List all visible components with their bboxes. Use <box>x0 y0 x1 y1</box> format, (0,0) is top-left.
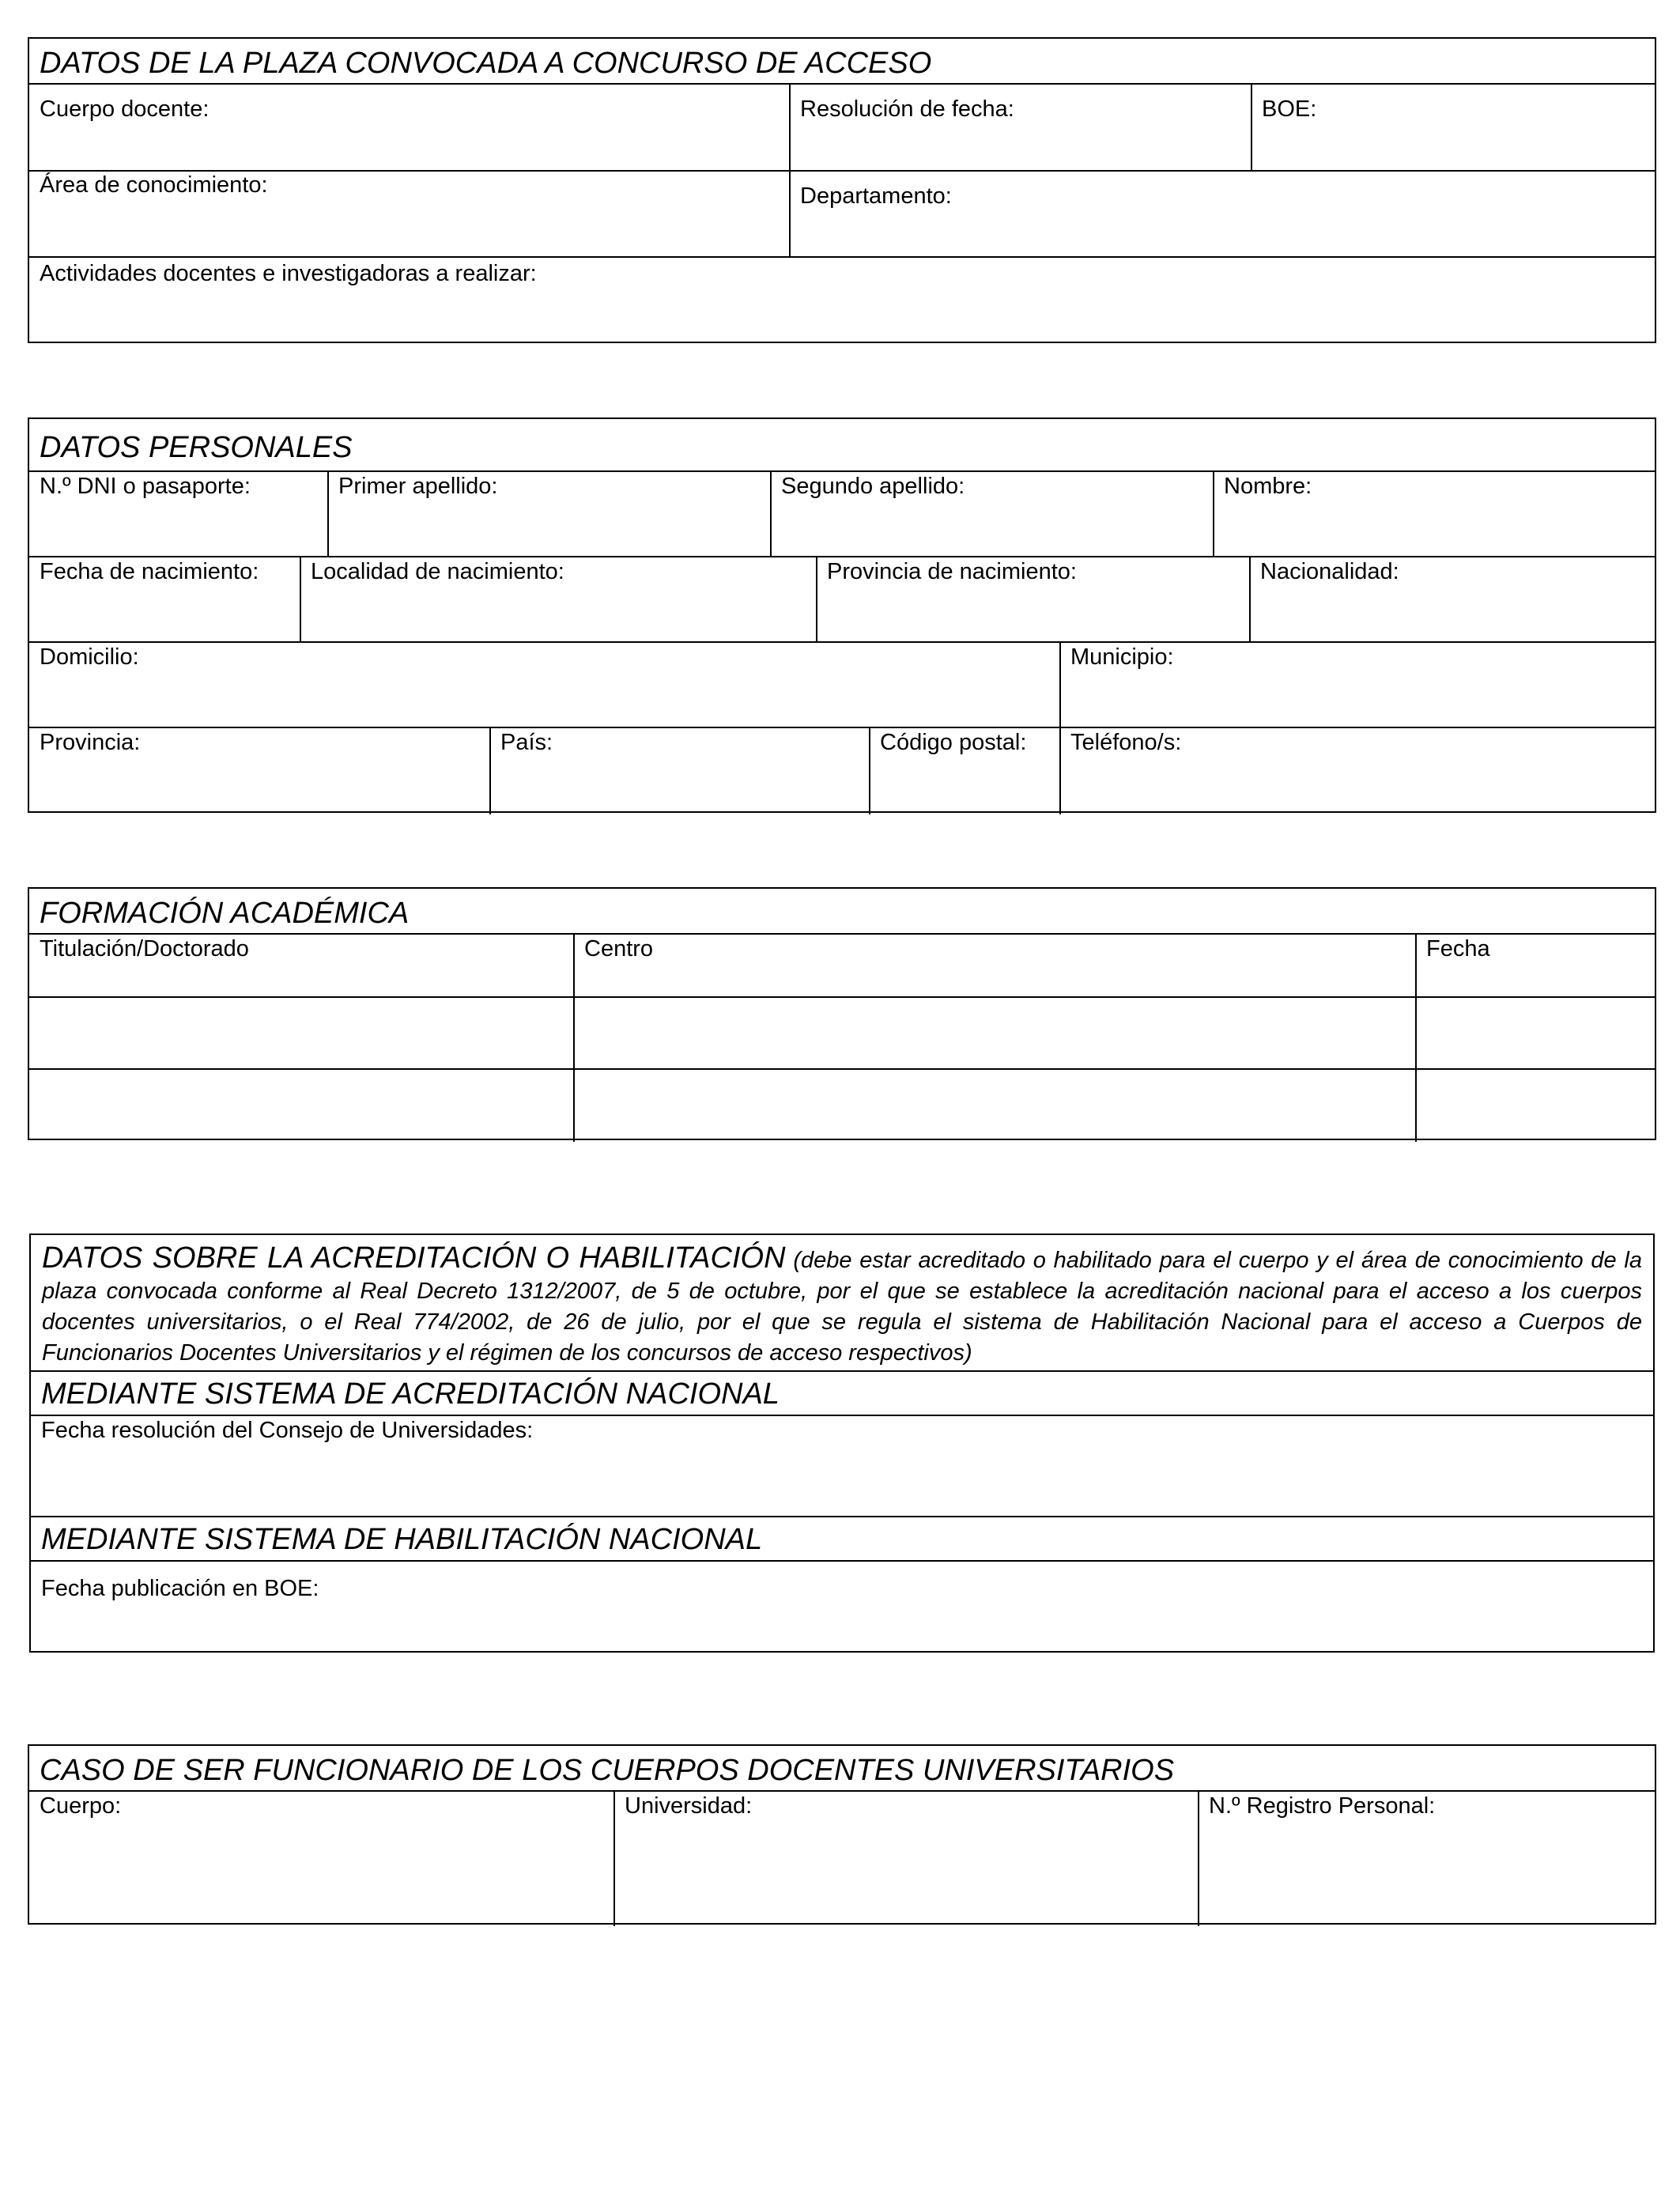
nacionalidad-field[interactable]: Nacionalidad: <box>1260 559 1399 584</box>
column-header-fecha: Fecha <box>1426 936 1490 961</box>
section-title: CASO DE SER FUNCIONARIO DE LOS CUERPOS DOCENTES UNIVERSITARIOS <box>40 1754 1175 1787</box>
fecha-input-2[interactable] <box>1417 1070 1655 1139</box>
section-formacion <box>28 887 1656 1140</box>
telefono-field[interactable]: Teléfono/s: <box>1070 730 1182 755</box>
domicilio-field[interactable]: Domicilio: <box>40 644 139 670</box>
section-plaza <box>28 37 1656 343</box>
universidad-field[interactable]: Universidad: <box>625 1793 753 1819</box>
area-conocimiento-field[interactable]: Área de conocimiento: <box>40 172 268 198</box>
acreditacion-note: (debe estar acreditado o habilitado para el cuerpo y el área de conocimiento de la plaza convocada conforme al Real Decreto 1312/2007, de 5 de octubre, por el que se establece la acreditación nacional para el acceso a los cuerpos docentes universitarios, o el Real 774/2002, de 26 de julio, por el que se regula el sistema de Habilitación Nacional para el acceso a Cuerpos de Funcionarios Docentes Universitarios y el régimen de los concursos de acceso respectivos) <box>42 1248 1643 1366</box>
fecha-nacimiento-field[interactable]: Fecha de nacimiento: <box>40 559 259 584</box>
provincia-nacimiento-field[interactable]: Provincia de nacimiento: <box>827 559 1077 584</box>
titulacion-input-1[interactable] <box>29 998 573 1068</box>
pais-field[interactable]: País: <box>500 730 553 755</box>
fecha-resolucion-field[interactable]: Fecha resolución del Consejo de Universidades: <box>41 1418 534 1443</box>
actividades-field[interactable]: Actividades docentes e investigadoras a realizar: <box>40 261 537 286</box>
registro-personal-field[interactable]: N.º Registro Personal: <box>1209 1793 1436 1819</box>
municipio-field[interactable]: Municipio: <box>1070 644 1174 670</box>
boe-field[interactable]: BOE: <box>1262 96 1317 122</box>
fecha-input-1[interactable] <box>1417 998 1655 1068</box>
cuerpo-docente-field[interactable]: Cuerpo docente: <box>40 96 210 122</box>
fecha-boe-field[interactable]: Fecha publicación en BOE: <box>41 1576 319 1601</box>
acreditacion-nacional-title: MEDIANTE SISTEMA DE ACREDITACIÓN NACIONAL <box>41 1377 780 1411</box>
dni-field[interactable]: N.º DNI o pasaporte: <box>40 474 251 499</box>
section-funcionario <box>28 1744 1656 1925</box>
primer-apellido-field[interactable]: Primer apellido: <box>338 474 498 499</box>
section-acreditacion <box>29 1234 1655 1653</box>
column-header-titulacion: Titulación/Doctorado <box>40 936 249 961</box>
section-title: DATOS DE LA PLAZA CONVOCADA A CONCURSO DE ACCESO <box>40 47 932 80</box>
section-title: FORMACIÓN ACADÉMICA <box>40 897 410 930</box>
resolucion-fecha-field[interactable]: Resolución de fecha: <box>800 96 1014 122</box>
segundo-apellido-field[interactable]: Segundo apellido: <box>781 474 965 499</box>
habilitacion-nacional-title: MEDIANTE SISTEMA DE HABILITACIÓN NACIONAL <box>41 1523 763 1556</box>
column-header-centro: Centro <box>584 936 654 961</box>
cuerpo-field[interactable]: Cuerpo: <box>40 1793 122 1819</box>
nombre-field[interactable]: Nombre: <box>1224 474 1312 499</box>
centro-input-2[interactable] <box>575 1070 1415 1139</box>
section-title: DATOS PERSONALES <box>40 431 353 464</box>
titulacion-input-2[interactable] <box>29 1070 573 1139</box>
section-personales <box>28 417 1656 813</box>
codigo-postal-field[interactable]: Código postal: <box>880 730 1027 755</box>
acreditacion-header <box>42 1243 1642 1369</box>
centro-input-1[interactable] <box>575 998 1415 1068</box>
provincia-field[interactable]: Provincia: <box>40 730 141 755</box>
section-title: DATOS SOBRE LA ACREDITACIÓN O HABILITACIÓN <box>42 1241 786 1275</box>
localidad-nacimiento-field[interactable]: Localidad de nacimiento: <box>311 559 564 584</box>
departamento-field[interactable]: Departamento: <box>800 183 952 209</box>
